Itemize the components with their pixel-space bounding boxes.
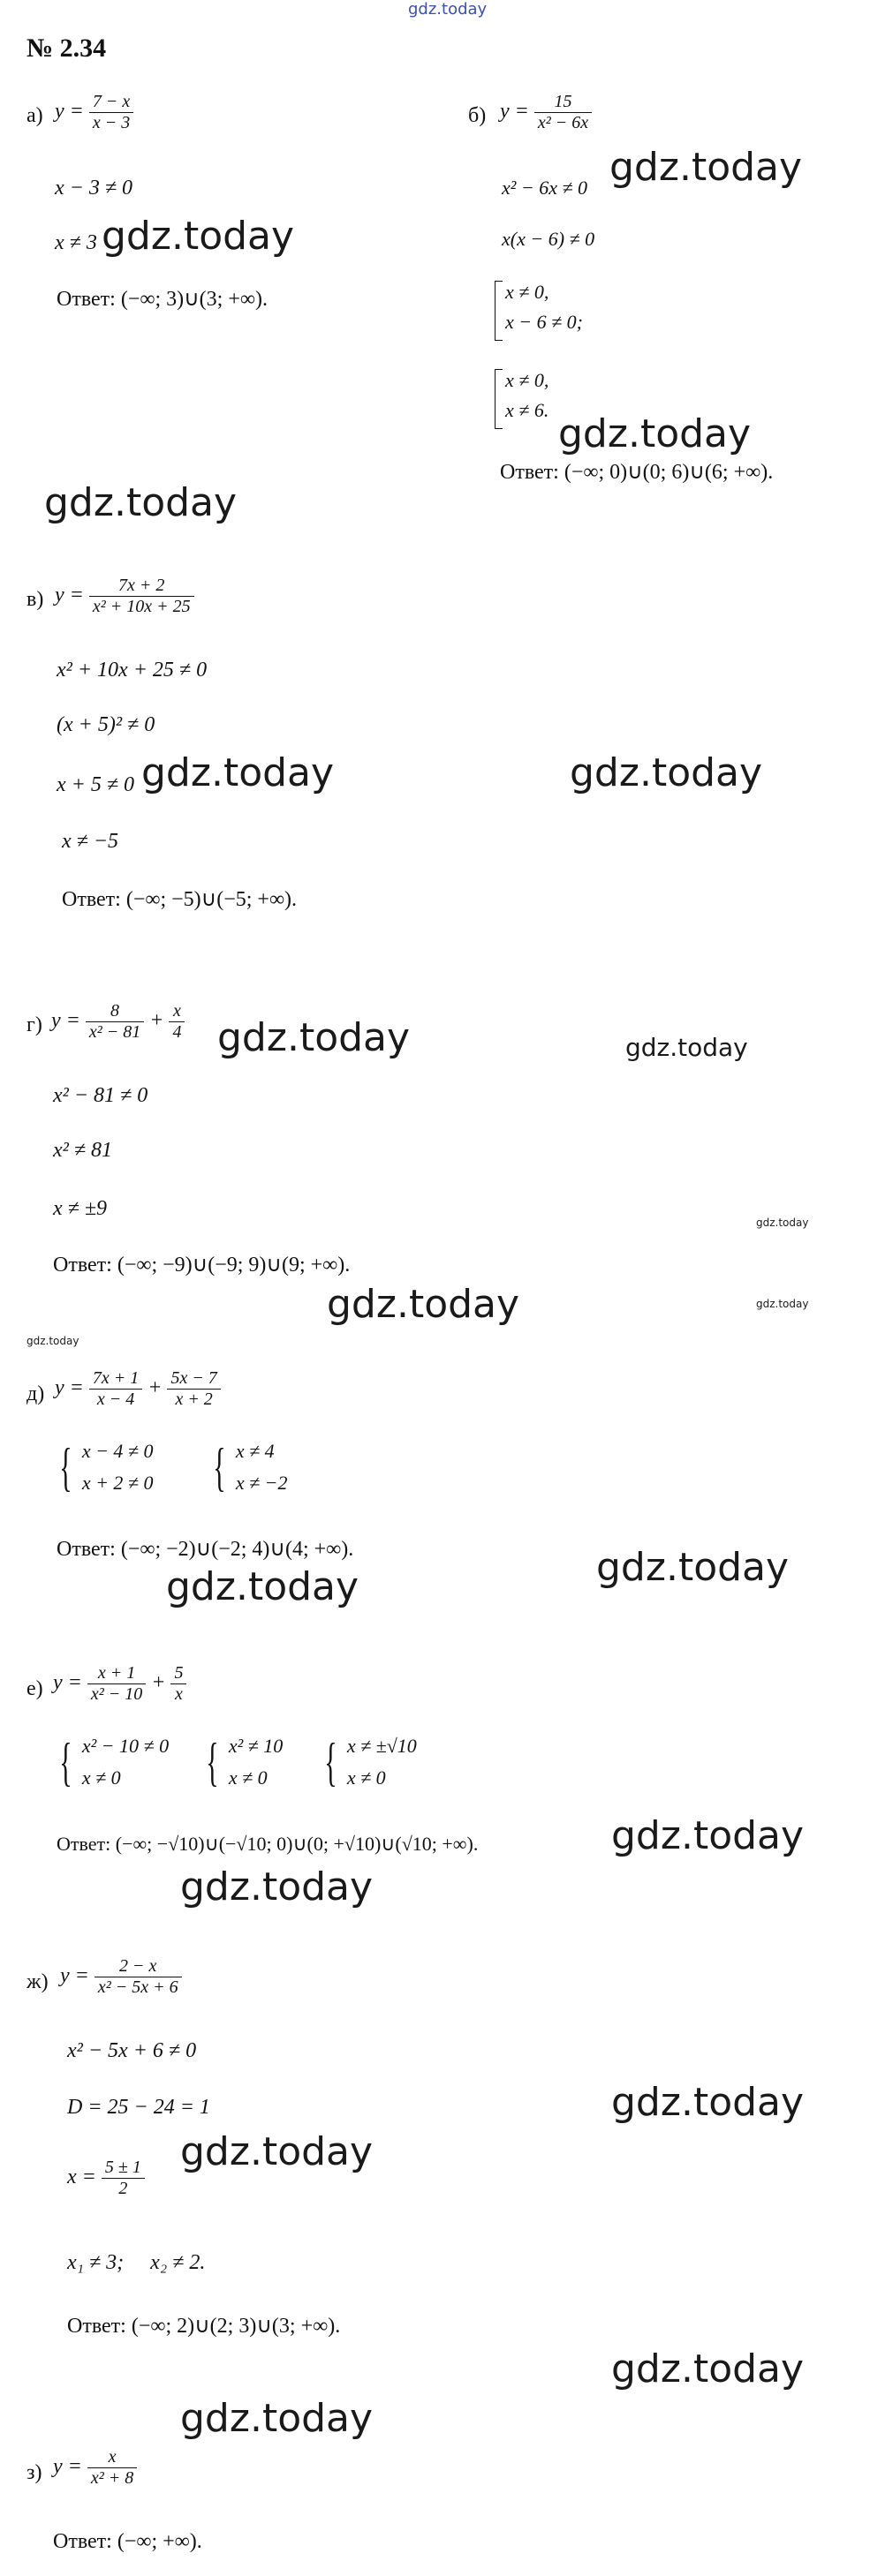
site-watermark-top: gdz.today [408,0,488,19]
part-e-function [53,1663,186,1705]
part-g-step2: x² ≠ 81 [53,1139,113,1162]
plus-sign: + [148,1376,163,1400]
fraction [102,2158,145,2199]
fraction [95,1956,182,1998]
watermark: gdz.today [217,1015,411,1060]
func-lhs: y = [53,2455,82,2479]
func-lhs: y = [55,584,84,607]
part-b-label: б) [468,104,487,127]
brace-icon: { [206,1733,219,1791]
watermark: gdz.today [611,1813,805,1858]
part-e-system-a [53,1730,169,1794]
watermark: gdz.today [611,2346,805,2391]
brace-icon: { [59,1733,72,1791]
fraction [89,1368,142,1410]
denominator: x² − 6x [534,112,592,133]
fraction [87,1663,146,1705]
numerator: 8 [110,1001,120,1021]
fraction [169,1001,185,1043]
part-zh-label: ж) [26,1970,49,1993]
fraction [86,1001,144,1043]
part-b-function [500,92,592,133]
denominator: x − 4 [89,1389,142,1410]
numerator: 5 ± 1 [104,2158,141,2177]
part-d-system-b [207,1435,288,1499]
part-d-answer: Ответ: (−∞; −2)∪(−2; 4)∪(4; +∞). [57,1538,354,1561]
numerator: x [172,1001,181,1021]
part-d-system-a [53,1435,154,1499]
func-lhs: y = [53,1671,82,1695]
part-b-sys1-line1: x ≠ 0, [505,281,549,303]
part-g-label: г) [26,1013,42,1036]
part-v-step3: x + 5 ≠ 0 [57,773,135,796]
denominator: x [170,1683,186,1705]
part-zh-answer: Ответ: (−∞; 2)∪(2; 3)∪(3; +∞). [67,2315,341,2338]
system-line: x² − 10 ≠ 0 [81,1735,170,1757]
watermark: gdz.today [180,1864,374,1909]
system-bracket [495,369,503,429]
part-v-answer: Ответ: (−∞; −5)∪(−5; +∞). [62,888,298,911]
system-lines [82,1730,169,1794]
numerator: 7x + 1 [92,1368,140,1388]
fraction [87,2447,137,2489]
part-a-label: а) [26,104,43,127]
fraction [89,92,133,133]
numerator: 2 − x [119,1956,157,1976]
part-b-sys2-line2: x ≠ 6. [505,399,549,421]
fraction [167,1368,220,1410]
part-b-answer: Ответ: (−∞; 0)∪(0; 6)∪(6; +∞). [500,461,774,484]
numerator: x + 1 [97,1663,136,1683]
part-d-label: д) [26,1382,45,1405]
watermark: gdz.today [327,1282,520,1327]
part-e-system-b [200,1730,283,1794]
system-line: x − 4 ≠ 0 [81,1440,154,1462]
brace-icon: { [324,1733,337,1791]
numerator: x [108,2447,117,2467]
denominator: x² + 8 [87,2467,137,2489]
denominator: x² − 81 [86,1021,144,1043]
watermark: gdz.today [609,145,803,190]
part-b-step1: x² − 6x ≠ 0 [502,177,588,199]
func-lhs: y = [51,1009,80,1033]
numerator: 15 [554,92,572,111]
part-e-answer: Ответ: (−∞; −√10)∪(−√10; 0)∪(0; +√10)∪(√10; +∞). [57,1833,479,1855]
func-lhs: y = [55,100,84,124]
watermark: gdz.today [180,2396,374,2441]
part-zh-function [60,1956,182,1998]
system-lines [347,1730,417,1794]
func-lhs: y = [60,1964,89,1988]
part-e-label: е) [26,1677,43,1700]
system-line: x ≠ 0 [228,1766,268,1789]
plus-sign: + [149,1009,164,1033]
problem-number: № 2.34 [26,34,107,63]
part-d-function [55,1368,221,1410]
part-v-function [55,576,194,617]
fraction [170,1663,186,1705]
watermark: gdz.today [44,480,238,525]
part-v-step2: (x + 5)² ≠ 0 [57,713,155,736]
watermark: gdz.today [756,1298,809,1310]
watermark: gdz.today [180,2129,374,2174]
brace-icon: { [213,1438,226,1496]
watermark: gdz.today [756,1216,809,1229]
watermark: gdz.today [625,1033,748,1062]
system-line: x + 2 ≠ 0 [81,1472,154,1494]
part-v-label: в) [26,588,44,611]
denominator: 4 [169,1021,185,1043]
system-line: x ≠ 0 [346,1766,386,1789]
part-zh-step4: x₁ ≠ 3; x₂ ≠ 2. [67,2251,206,2274]
system-line: x ≠ 0 [81,1766,121,1789]
equation-lhs: x = [67,2165,96,2189]
watermark: gdz.today [102,214,295,259]
func-lhs: y = [55,1376,84,1400]
system-line: x ≠ −2 [235,1472,288,1494]
part-a-function [55,92,133,133]
system-lines [229,1730,283,1794]
part-b-sys2-line1: x ≠ 0, [505,369,549,391]
part-z-label: з) [26,2461,42,2484]
watermark: gdz.today [596,1545,790,1590]
part-v-step4: x ≠ −5 [62,830,119,853]
part-a-step2: x ≠ 3 [55,231,97,254]
brace-icon: { [59,1438,72,1496]
system-lines [236,1435,288,1499]
fraction [534,92,592,133]
denominator: x² + 10x + 25 [89,596,194,617]
watermark: gdz.today [558,411,752,456]
part-g-step3: x ≠ ±9 [53,1197,107,1220]
watermark: gdz.today [570,750,763,795]
numerator: 5x − 7 [170,1368,217,1388]
part-z-function [53,2447,137,2489]
part-g-function [51,1001,185,1043]
numerator: 7x + 2 [118,576,165,595]
part-g-step1: x² − 81 ≠ 0 [53,1084,148,1107]
part-zh-step1: x² − 5x + 6 ≠ 0 [67,2039,197,2062]
denominator: 2 [102,2178,145,2199]
numerator: 5 [174,1663,184,1683]
system-line: x ≠ 4 [235,1440,275,1462]
system-line: x² ≠ 10 [228,1735,284,1757]
numerator: 7 − x [92,92,131,111]
denominator: x − 3 [89,112,133,133]
system-line: x ≠ ±√10 [346,1735,417,1757]
system-bracket [495,281,503,341]
plus-sign: + [151,1671,166,1695]
part-e-system-c [318,1730,417,1794]
part-b-sys1-line2: x − 6 ≠ 0; [505,311,584,333]
system-lines [82,1435,154,1499]
part-a-answer: Ответ: (−∞; 3)∪(3; +∞). [57,288,268,311]
part-z-answer: Ответ: (−∞; +∞). [53,2530,202,2553]
watermark: gdz.today [611,2080,805,2125]
func-lhs: y = [500,100,529,124]
denominator: x² − 10 [87,1683,146,1705]
part-v-step1: x² + 10x + 25 ≠ 0 [57,659,208,682]
part-zh-step2: D = 25 − 24 = 1 [67,2096,210,2119]
part-b-step2: x(x − 6) ≠ 0 [502,228,595,250]
part-zh-step3 [67,2158,145,2199]
watermark: gdz.today [26,1335,79,1347]
denominator: x² − 5x + 6 [95,1977,182,1998]
watermark: gdz.today [166,1564,359,1609]
watermark: gdz.today [141,750,335,795]
fraction [89,576,194,617]
part-g-answer: Ответ: (−∞; −9)∪(−9; 9)∪(9; +∞). [53,1254,351,1277]
denominator: x + 2 [167,1389,220,1410]
part-a-step1: x − 3 ≠ 0 [55,177,133,200]
